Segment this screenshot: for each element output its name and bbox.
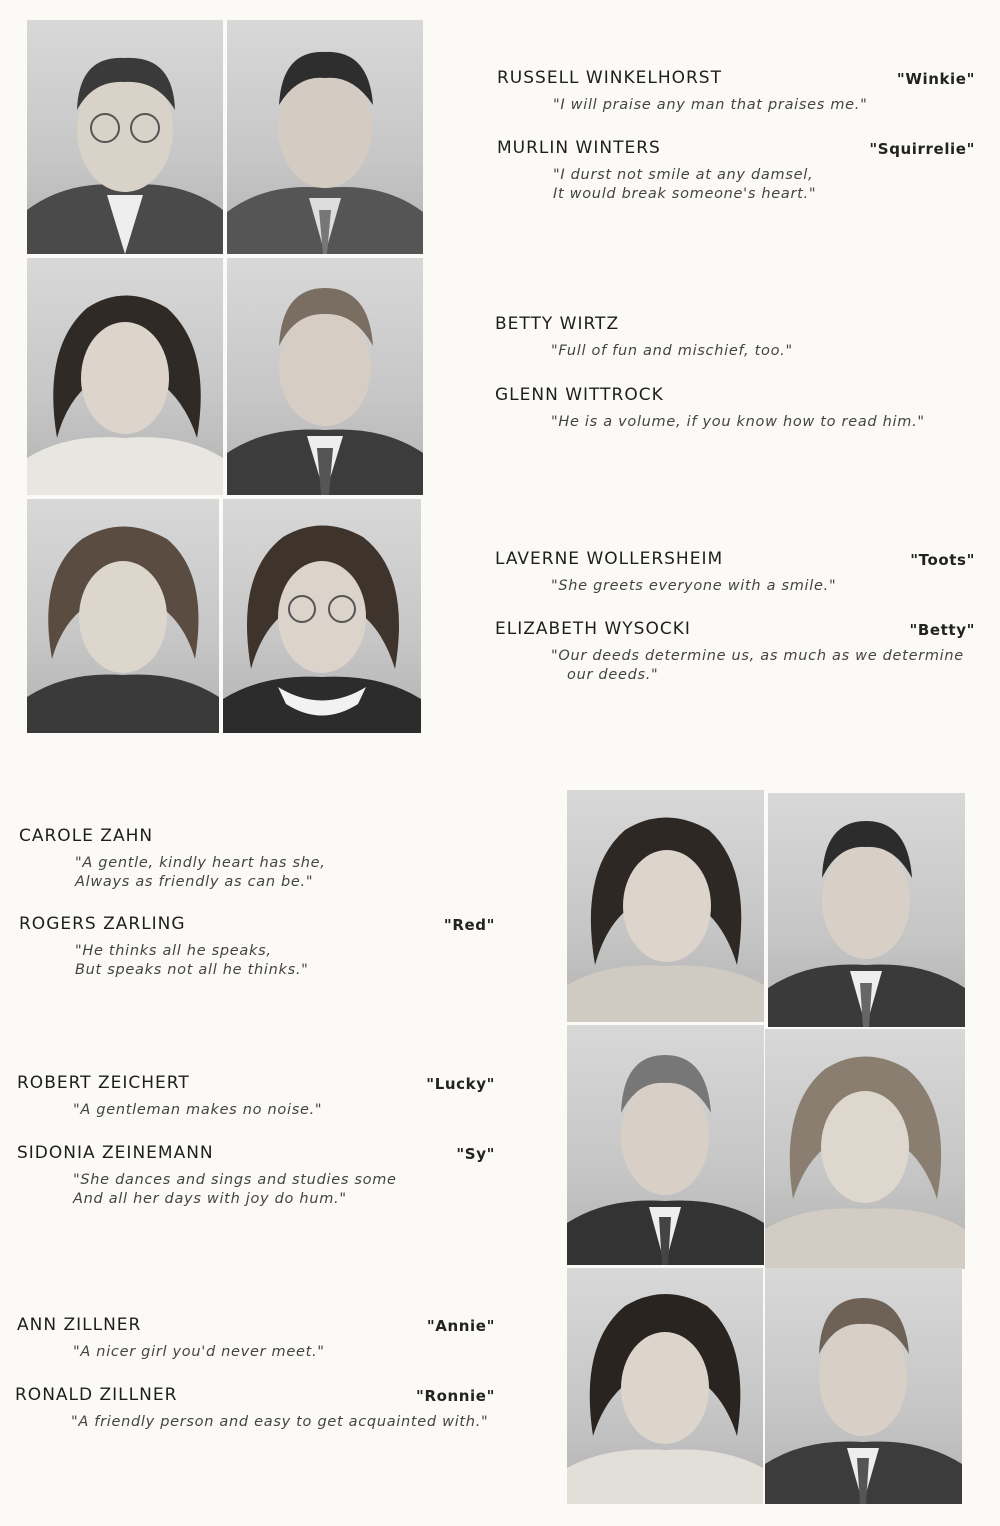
quote-line: "A friendly person and easy to get acquainted with." (71, 1414, 489, 1430)
entry-wirtz (495, 314, 975, 369)
student-quote (551, 342, 793, 361)
student-quote (551, 647, 964, 685)
student-nickname: "Red" (443, 916, 495, 934)
student-quote (75, 942, 309, 980)
quote-line: "Full of fun and mischief, too." (551, 343, 793, 359)
quote-line: "I durst not smile at any damsel, (553, 167, 814, 183)
student-quote (73, 1343, 325, 1362)
entry-ronald-zillner (15, 1385, 495, 1440)
entry-zeichert (17, 1073, 495, 1128)
portrait-photo-ronald-zillner (765, 1268, 962, 1504)
quote-line: "I will praise any man that praises me." (553, 97, 868, 113)
portrait-photo-zeinemann (765, 1029, 965, 1269)
quote-line: And all her days with joy do hum." (73, 1191, 347, 1207)
student-name: GLENN WITTROCK (495, 385, 664, 405)
quote-line: "Our deeds determine us, as much as we determine (551, 648, 964, 664)
student-name: ROBERT ZEICHERT (17, 1073, 190, 1093)
quote-line: But speaks not all he thinks." (75, 962, 309, 978)
student-nickname: "Winkie" (896, 70, 975, 88)
portrait-photo-wittrock (227, 258, 423, 495)
student-name: SIDONIA ZEINEMANN (17, 1143, 214, 1163)
student-nickname: "Sy" (456, 1145, 495, 1163)
portrait-photo-zeichert (567, 1025, 764, 1265)
quote-line: "She greets everyone with a smile." (551, 578, 837, 594)
portrait-photo-zarling (768, 793, 965, 1027)
entry-zahn (19, 826, 495, 901)
entry-wollersheim (495, 549, 975, 604)
portrait-photo-winters (227, 20, 423, 254)
entry-zeinemann (17, 1143, 495, 1218)
student-quote (73, 1171, 397, 1209)
quote-line: our deeds." (567, 667, 659, 683)
entry-winters (497, 138, 975, 213)
quote-line: It would break someone's heart." (553, 186, 817, 202)
portrait-photo-ann-zillner (567, 1268, 763, 1504)
student-quote (75, 854, 326, 892)
student-name: LAVERNE WOLLERSHEIM (495, 549, 724, 569)
student-quote (551, 413, 925, 432)
student-name: MURLIN WINTERS (497, 138, 661, 158)
portrait-photo-wollersheim (27, 499, 219, 733)
portrait-photo-wirtz (27, 258, 223, 495)
student-name: RUSSELL WINKELHORST (497, 68, 722, 88)
student-nickname: "Squirrelie" (869, 140, 975, 158)
student-nickname: "Lucky" (426, 1075, 495, 1093)
portrait-photo-winkelhorst (27, 20, 223, 254)
quote-line: "He thinks all he speaks, (75, 943, 272, 959)
student-name: ANN ZILLNER (17, 1315, 142, 1335)
student-name: ELIZABETH WYSOCKI (495, 619, 691, 639)
student-nickname: "Toots" (910, 551, 975, 569)
quote-line: Always as friendly as can be." (75, 874, 314, 890)
quote-line: "A nicer girl you'd never meet." (73, 1344, 325, 1360)
quote-line: "A gentle, kindly heart has she, (75, 855, 326, 871)
entry-ann-zillner (17, 1315, 495, 1370)
student-nickname: "Betty" (909, 621, 975, 639)
student-name: RONALD ZILLNER (15, 1385, 178, 1405)
student-quote (553, 96, 867, 115)
portrait-photo-zahn (567, 790, 764, 1022)
quote-line: "She dances and sings and studies some (73, 1172, 397, 1188)
student-name: ROGERS ZARLING (19, 914, 186, 934)
student-name: BETTY WIRTZ (495, 314, 620, 334)
quote-line: "He is a volume, if you know how to read him." (551, 414, 925, 430)
entry-winkelhorst (497, 68, 975, 123)
entry-wittrock (495, 385, 975, 440)
student-nickname: "Ronnie" (416, 1387, 495, 1405)
student-quote (551, 577, 836, 596)
quote-line: "A gentleman makes no noise." (73, 1102, 323, 1118)
entry-wysocki (495, 619, 975, 694)
student-quote (553, 166, 816, 204)
student-quote (71, 1413, 488, 1432)
student-quote (73, 1101, 322, 1120)
student-name: CAROLE ZAHN (19, 826, 154, 846)
student-nickname: "Annie" (426, 1317, 495, 1335)
entry-zarling (19, 914, 495, 989)
portrait-photo-wysocki (223, 499, 421, 733)
